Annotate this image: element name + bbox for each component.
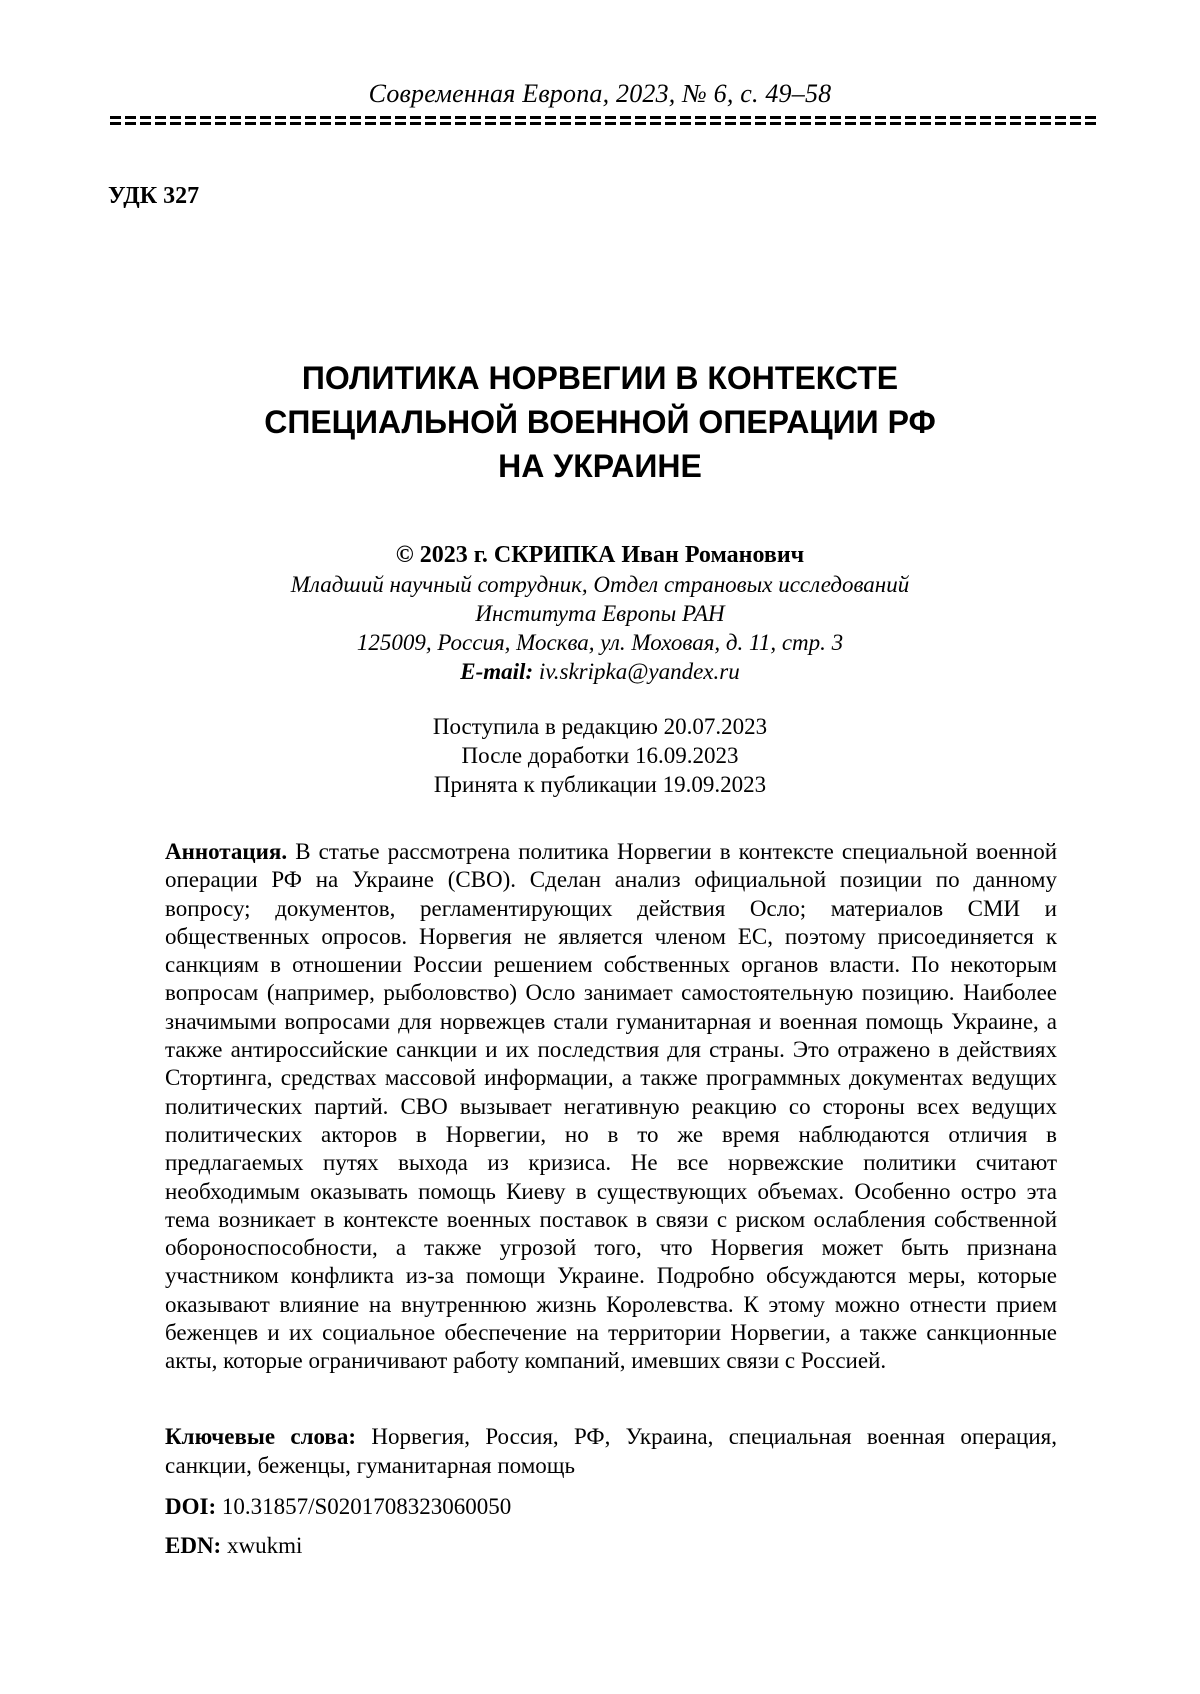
author-email-line [0, 657, 1200, 686]
edn-value: xwukmi [226, 1533, 303, 1558]
date-received: Поступила в редакцию 20.07.2023 [432, 714, 768, 739]
title-line-1: ПОЛИТИКА НОРВЕГИИ В КОНТЕКСТЕ [301, 360, 899, 396]
date-accepted: Принята к публикации 19.09.2023 [433, 772, 767, 797]
abstract-text: В статье рассмотрена политика Норвегии в контексте специальной военной операции РФ на Украине (СВО). Сделан анализ официальной позиции по данному вопросу; документов, регламентирующих действия Осло; материалов СМИ и общественных опросов. Норвегия не является членом ЕС, поэтому присоединяется к санкциям в отношении России решением собственных органов власти. По некоторым вопросам (например, рыболовство) Осло занимает самостоятельную позицию. Наиболее значимыми вопросами для норвежцев стали гуманитарная и военная помощь Украине, а также антироссийские санкции и их последствия для страны. Это отражено в действиях Стортинга, средствах массовой информации, а также программных документах ведущих политических партий. СВО вызывает негативную реакцию со стороны всех ведущих политических акторов в Норвегии, но в то же время наблюдаются отличия в предлагаемых путях выхода из кризиса. Не все норвежские политики считают необходимым оказывать помощь Киеву в существующих объемах. Особенно остро эта тема возникает в контексте военных поставок в связи с риском ослабления собственной обороноспособности, а также угрозой того, что Норвегия может быть признана участником конфликта из-за помощи Украине. Подробно обсуждаются меры, которые оказывают влияние на внутреннюю жизнь Королевства. К этому можно отнести прием беженцев и их социальное обеспечение на территории Норвегии, а также санкционные акты, которые ограничивают работу компаний, имевших связи с Россией. [165, 839, 1057, 1374]
author-address: 125009, Россия, Москва, ул. Моховая, д. 11, стр. 3 [356, 630, 844, 655]
abstract-label: Аннотация. [165, 839, 288, 864]
journal-citation: Современная Европа, 2023, № 6, с. 49–58 [368, 79, 832, 108]
author-email-link[interactable]: iv.skripka@yandex.ru [538, 659, 740, 684]
author-block [0, 540, 1200, 686]
edn [165, 1531, 302, 1560]
keywords-label: Ключевые слова: [165, 1424, 357, 1449]
author-institute: Института Европы РАН [475, 601, 725, 626]
header-double-rule [110, 116, 1100, 126]
submission-dates [0, 712, 1200, 799]
doi-value[interactable]: 10.31857/S0201708323060050 [221, 1494, 512, 1519]
email-label: E-mail: [460, 659, 534, 684]
author-position: Младший научный сотрудник, Отдел страновых исследований [290, 572, 910, 597]
udk-code: УДК 327 [108, 183, 200, 209]
title-line-2: СПЕЦИАЛЬНОЙ ВОЕННОЙ ОПЕРАЦИИ РФ [264, 404, 936, 440]
title-line-3: НА УКРАИНЕ [498, 448, 702, 484]
header-rule-bottom [110, 122, 1100, 125]
doi-label: DOI: [165, 1494, 217, 1519]
header-rule-top [110, 116, 1100, 119]
author-name: © 2023 г. СКРИПКА Иван Романович [395, 542, 805, 568]
keywords-text: Норвегия, Россия, РФ, Украина, специальная военная операция, санкции, беженцы, гуманитарная помощь [165, 1424, 1057, 1478]
date-revised: После доработки 16.09.2023 [461, 743, 739, 768]
doi [165, 1492, 511, 1521]
article-title [0, 356, 1200, 488]
keywords [165, 1422, 1057, 1480]
edn-label: EDN: [165, 1533, 222, 1558]
abstract [165, 838, 1057, 1376]
